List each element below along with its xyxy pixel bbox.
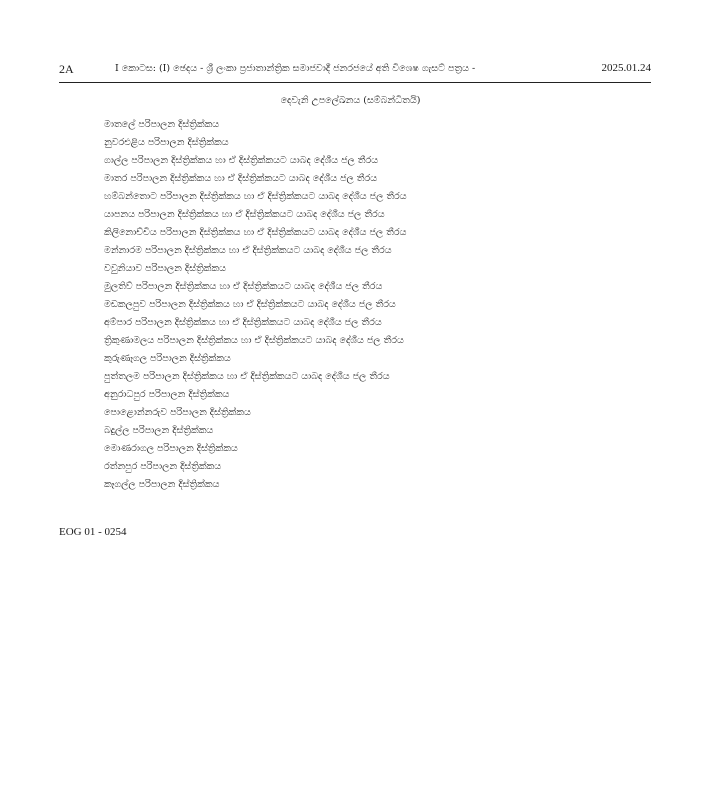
- district-list-item: නුවරඑළිය පරිපාලන දිස්ත්‍රික්කය: [104, 137, 229, 148]
- district-list-item: බදුල්ල පරිපාලන දිස්ත්‍රික්කය: [104, 425, 214, 436]
- district-list-item: වවුනියාව පරිපාලන දිස්ත්‍රික්කය: [104, 263, 226, 274]
- district-list-item: මොණරාගල පරිපාලන දිස්ත්‍රික්කය: [104, 443, 238, 454]
- district-list-item: අනුරාධපුර පරිපාලන දිස්ත්‍රික්කය: [104, 389, 230, 400]
- page-number: 2A: [59, 62, 74, 76]
- district-list-item: මන්නාරම පරිපාලන දිස්ත්‍රික්කය හා ඒ දිස්ත්‍රික්කයට යාබද දේශීය ජල තීරය: [104, 245, 392, 256]
- district-list-item: යාපනය පරිපාලන දිස්ත්‍රික්කය හා ඒ දිස්ත්‍රික්කයට යාබද දේශීය ජල තීරය: [104, 209, 385, 220]
- page-header: [59, 60, 651, 83]
- district-list-item: ගාල්ල පරිපාලන දිස්ත්‍රික්කය හා ඒ දිස්ත්‍රික්කයට යාබද දේශීය ජල තීරය: [104, 155, 379, 166]
- gazette-running-title: I කොටස: (I) ඡෙදය - ශ්‍රී ලංකා ප්‍රජාතාන්ත්‍රික සමාජවාදී ජනරජයේ අති විශෙෂ ගැසට් පත්‍රය -: [115, 63, 476, 74]
- district-list-item: මුලතිව් පරිපාලන දිස්ත්‍රික්කය හා ඒ දිස්ත්‍රික්කයට යාබද දේශීය ජල තීරය: [104, 281, 383, 292]
- district-list: [104, 116, 407, 494]
- district-list-item: කුරුණෑගල පරිපාලන දිස්ත්‍රික්කය: [104, 353, 231, 364]
- footer-code: EOG 01 - 0254: [59, 526, 127, 538]
- district-list-item: පුත්තලම පරිපාලන දිස්ත්‍රික්කය හා ඒ දිස්ත්‍රික්කයට යාබද දේශීය ජල තීරය: [104, 371, 390, 382]
- district-list-item: මඩකලපුව පරිපාලන දිස්ත්‍රික්කය හා ඒ දිස්ත්‍රික්කයට යාබද දේශීය ජල තීරය: [104, 299, 396, 310]
- district-list-item: කිලිනොච්චිය පරිපාලන දිස්ත්‍රික්කය හා ඒ දිස්ත්‍රික්කයට යාබද දේශීය ජල තීරය: [104, 227, 407, 238]
- district-list-item: රත්නපුර පරිපාලන දිස්ත්‍රික්කය: [104, 461, 222, 472]
- district-list-item: මාතලේ පරිපාලන දිස්ත්‍රික්කය: [104, 119, 220, 130]
- district-list-item: අම්පාර පරිපාලන දිස්ත්‍රික්කය හා ඒ දිස්ත්‍රික්කයට යාබද දේශීය ජල තීරය: [104, 317, 382, 328]
- district-list-item: ත්‍රිකුණාමලය පරිපාලන දිස්ත්‍රික්කය හා ඒ දිස්ත්‍රික්කයට යාබද දේශීය ජල තීරය: [104, 335, 404, 346]
- gazette-date: 2025.01.24: [601, 62, 651, 74]
- section-heading: දෙවැනි උපලේඛනය (සම්බන්ධිතයි): [280, 95, 421, 106]
- district-list-item: පොළොන්නරුව පරිපාලන දිස්ත්‍රික්කය: [104, 407, 251, 418]
- district-list-item: කෑගල්ල පරිපාලන දිස්ත්‍රික්කය: [104, 479, 220, 490]
- district-list-item: මාතර පරිපාලන දිස්ත්‍රික්කය හා ඒ දිස්ත්‍රික්කයට යාබද දේශීය ජල තීරය: [104, 173, 378, 184]
- district-list-item: හම්බන්තොට පරිපාලන දිස්ත්‍රික්කය හා ඒ දිස්ත්‍රික්කයට යාබද දේශීය ජල තීරය: [104, 191, 407, 202]
